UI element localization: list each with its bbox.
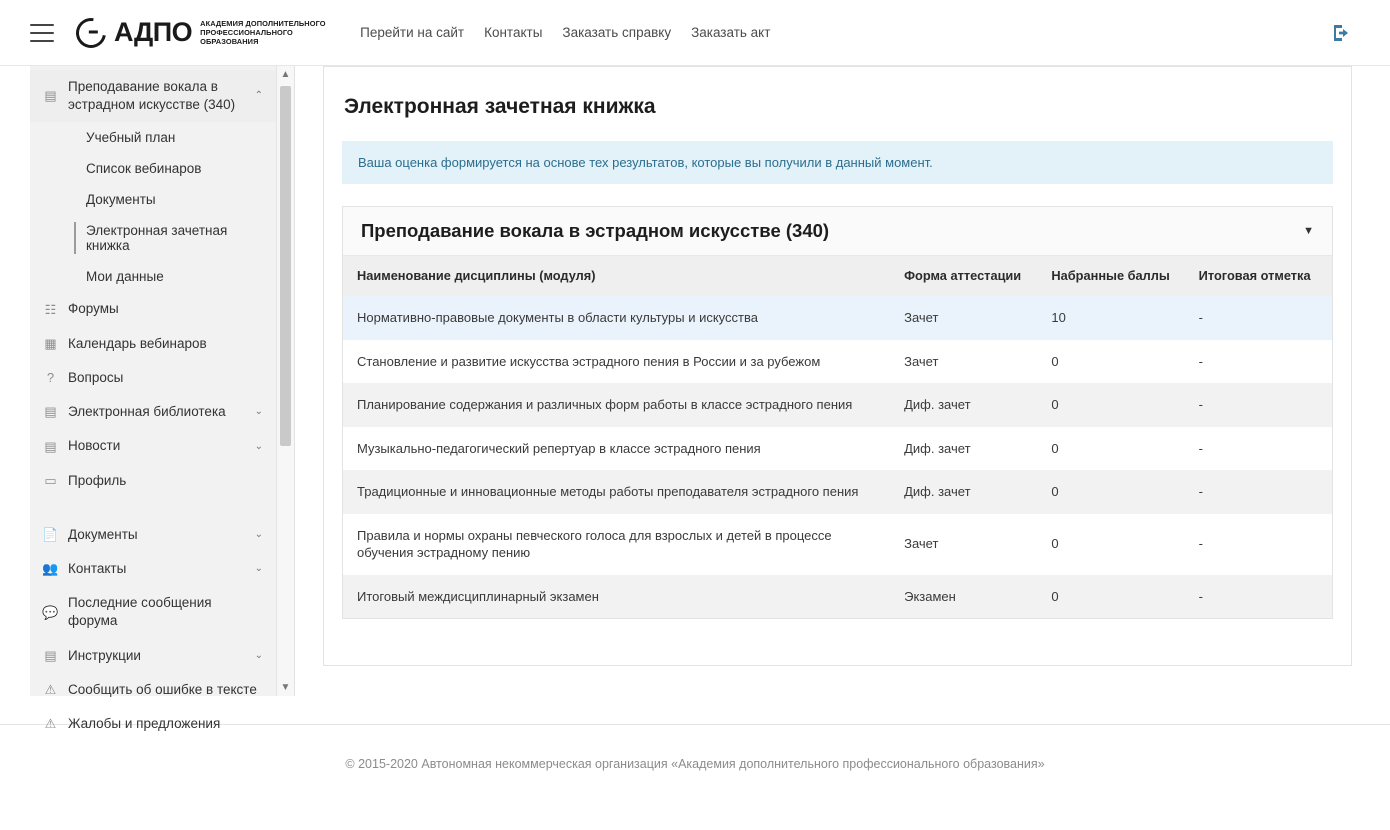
cell-discipline: Нормативно-правовые документы в области культуры и искусства — [343, 296, 890, 340]
calendar-icon: ▦ — [44, 335, 57, 351]
cell-discipline: Становление и развитие искусства эстрадного пения в России и за рубежом — [343, 340, 890, 384]
cell-form: Зачет — [890, 340, 1037, 384]
sidebar — [30, 66, 295, 732]
cell-discipline: Итоговый междисциплинарный экзамен — [343, 575, 890, 619]
chevron-down-icon[interactable]: ⌄ — [254, 563, 263, 575]
sidebar-item-gradebook-label: Электронная зачетная книжка — [86, 223, 228, 254]
sidebar-item-complaints-label: Жалобы и предложения — [68, 716, 221, 732]
table-row — [343, 340, 1332, 384]
chevron-down-icon[interactable]: ⌄ — [254, 406, 263, 418]
cell-mark: - — [1185, 470, 1332, 514]
sidebar-item-report-error-label: Сообщить об ошибке в тексте — [68, 681, 257, 697]
forum-icon: ☷ — [44, 301, 57, 317]
gradebook-table — [343, 256, 1332, 618]
table-row — [343, 470, 1332, 514]
sidebar-item-webinars-list[interactable] — [30, 153, 277, 184]
sidebar-item-library-label: Электронная библиотека — [68, 404, 226, 420]
warning-icon: ⚠ — [44, 682, 57, 698]
sidebar-item-gradebook[interactable] — [30, 215, 277, 261]
sidebar-item-documents-label: Документы — [68, 526, 138, 542]
news-icon: ▤ — [44, 438, 57, 454]
column-mark: Итоговая отметка — [1185, 256, 1332, 296]
sidebar-item-curriculum-label: Учебный план — [86, 130, 176, 146]
table-header — [343, 256, 1332, 296]
cell-discipline: Традиционные и инновационные методы работы преподавателя эстрадного пения — [343, 470, 890, 514]
sidebar-item-webinar-calendar[interactable] — [30, 327, 277, 361]
cell-score: 0 — [1037, 470, 1184, 514]
sidebar-item-instructions[interactable] — [30, 639, 277, 673]
library-icon: ▤ — [44, 404, 57, 420]
sidebar-scroll-area — [30, 66, 277, 732]
top-navbar — [0, 0, 1390, 66]
gradebook-card-header[interactable] — [343, 207, 1332, 256]
column-score: Набранные баллы — [1037, 256, 1184, 296]
chevron-down-icon[interactable]: ⌄ — [254, 649, 263, 661]
info-alert: Ваша оценка формируется на основе тех результатов, которые вы получили в данный момент. — [342, 141, 1333, 184]
sidebar-item-forum-latest[interactable] — [30, 586, 277, 638]
sidebar-item-curriculum[interactable] — [30, 122, 277, 153]
page-title: Электронная зачетная книжка — [344, 95, 656, 118]
scroll-down-icon[interactable]: ▼ — [280, 682, 291, 693]
sidebar-item-instructions-label: Инструкции — [68, 647, 141, 663]
cell-score: 0 — [1037, 383, 1184, 427]
cell-form: Зачет — [890, 296, 1037, 340]
sidebar-item-course-label: Преподавание вокала в эстрадном искусстве (340) — [68, 79, 236, 113]
question-icon: ? — [46, 370, 55, 386]
book-icon: ▤ — [44, 88, 57, 104]
footer: © 2015-2020 Автономная некоммерческая организация «Академия дополнительного профессионального образования» — [345, 757, 1045, 771]
sidebar-item-questions[interactable] — [30, 361, 277, 395]
sidebar-item-course-documents-label: Документы — [86, 192, 156, 208]
nav-link-contacts[interactable]: Контакты — [484, 25, 543, 40]
gradebook-card — [342, 206, 1333, 619]
cell-mark: - — [1185, 427, 1332, 471]
scroll-up-icon[interactable]: ▲ — [280, 69, 291, 80]
chat-icon: 💬 — [42, 604, 59, 620]
cell-form: Зачет — [890, 514, 1037, 575]
sidebar-item-news-label: Новости — [68, 438, 121, 454]
cell-score: 10 — [1037, 296, 1184, 340]
chevron-down-icon[interactable]: ⌄ — [254, 529, 263, 541]
cell-form: Экзамен — [890, 575, 1037, 619]
table-body — [343, 296, 1332, 618]
cell-mark: - — [1185, 340, 1332, 384]
sidebar-item-questions-label: Вопросы — [68, 369, 124, 385]
sidebar-item-complaints[interactable] — [30, 707, 277, 741]
sidebar-scrollbar[interactable] — [276, 66, 294, 696]
chevron-down-icon[interactable]: ⌄ — [254, 440, 263, 452]
column-discipline: Наименование дисциплины (модуля) — [343, 256, 890, 296]
chevron-down-icon[interactable]: ▼ — [1303, 225, 1314, 237]
cell-mark: - — [1185, 296, 1332, 340]
sidebar-item-contacts[interactable] — [30, 552, 277, 586]
sidebar-item-report-error[interactable] — [30, 673, 277, 707]
chevron-up-icon[interactable]: ⌃ — [254, 90, 263, 102]
page-layout — [0, 66, 1390, 732]
nav-link-order-certificate[interactable]: Заказать справку — [562, 25, 672, 40]
instructions-icon: ▤ — [44, 647, 57, 663]
sidebar-item-forums-label: Форумы — [68, 301, 119, 317]
warning-icon: ⚠ — [44, 716, 57, 732]
cell-discipline: Правила и нормы охраны певческого голоса для взрослых и детей в процессе обучения эстрадному пению — [343, 514, 890, 575]
cell-form: Диф. зачет — [890, 470, 1037, 514]
cell-score: 0 — [1037, 340, 1184, 384]
cell-mark: - — [1185, 514, 1332, 575]
cell-form: Диф. зачет — [890, 383, 1037, 427]
sidebar-item-library[interactable] — [30, 395, 277, 429]
hamburger-icon[interactable] — [30, 24, 54, 42]
sidebar-item-course[interactable] — [30, 70, 277, 122]
sidebar-item-my-data-label: Мои данные — [86, 269, 164, 285]
cell-discipline: Музыкально-педагогический репертуар в классе эстрадного пения — [343, 427, 890, 471]
table-header-row — [343, 256, 1332, 296]
table-row — [343, 383, 1332, 427]
logo-subtitle: АКАДЕМИЯ ДОПОЛНИТЕЛЬНОГО ПРОФЕССИОНАЛЬНОГО ОБРАЗОВАНИЯ — [200, 18, 326, 47]
cell-form: Диф. зачет — [890, 427, 1037, 471]
cell-discipline: Планирование содержания и различных форм работы в классе эстрадного пения — [343, 383, 890, 427]
cell-mark: - — [1185, 383, 1332, 427]
cell-score: 0 — [1037, 575, 1184, 619]
document-icon: 📄 — [42, 527, 59, 543]
logo[interactable] — [76, 18, 340, 48]
table-row — [343, 514, 1332, 575]
sidebar-item-forums[interactable] — [30, 292, 277, 326]
sidebar-item-webinar-calendar-label: Календарь вебинаров — [68, 335, 207, 351]
sidebar-spacer — [30, 498, 277, 518]
logout-icon[interactable] — [1332, 24, 1352, 42]
logo-text: АДПО — [114, 17, 193, 47]
column-form: Форма аттестации — [890, 256, 1037, 296]
sidebar-item-news[interactable] — [30, 429, 277, 463]
sidebar-item-profile[interactable] — [30, 464, 277, 498]
logo-mark-icon — [70, 12, 112, 54]
contacts-icon: 👥 — [42, 561, 59, 577]
sidebar-item-webinars-list-label: Список вебинаров — [86, 161, 202, 177]
nav-link-site[interactable]: Перейти на сайт — [360, 25, 465, 40]
sidebar-item-contacts-label: Контакты — [68, 560, 127, 576]
table-row — [343, 575, 1332, 619]
gradebook-card-title: Преподавание вокала в эстрадном искусстве (340) — [361, 220, 830, 241]
nav-links — [360, 25, 770, 40]
table-row — [343, 296, 1332, 340]
cell-score: 0 — [1037, 514, 1184, 575]
scrollbar-thumb[interactable] — [280, 86, 291, 446]
nav-link-order-act[interactable]: Заказать акт — [691, 25, 771, 40]
sidebar-item-my-data[interactable] — [30, 261, 277, 292]
sidebar-item-profile-label: Профиль — [68, 472, 127, 488]
table-row — [343, 427, 1332, 471]
main-content — [323, 66, 1352, 666]
sidebar-item-documents[interactable] — [30, 518, 277, 552]
cell-mark: - — [1185, 575, 1332, 619]
cell-score: 0 — [1037, 427, 1184, 471]
profile-icon: ▭ — [44, 472, 57, 488]
sidebar-item-forum-latest-label: Последние сообщения форума — [68, 595, 212, 629]
sidebar-item-course-documents[interactable] — [30, 184, 277, 215]
